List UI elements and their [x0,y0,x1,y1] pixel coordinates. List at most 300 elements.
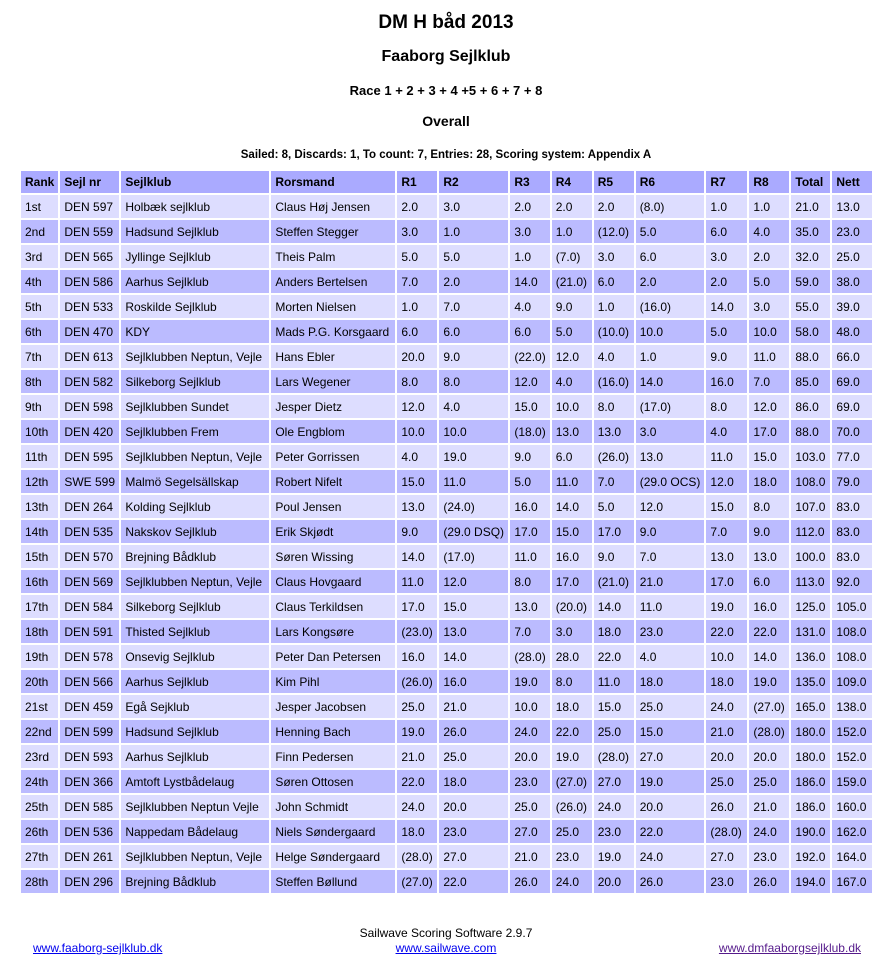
table-header-row [21,171,872,193]
column-header-r2: R2 [439,171,508,193]
cell-r8: (28.0) [749,720,789,743]
cell-total: 192.0 [791,845,830,868]
cell-r8: 3.0 [749,295,789,318]
cell-r3: 21.0 [510,845,549,868]
cell-r4: 9.0 [552,295,592,318]
cell-club: Nappedam Bådelaug [121,820,269,843]
cell-r1: 21.0 [397,745,437,768]
cell-r6: 10.0 [636,320,705,343]
cell-sail-number: DEN 261 [60,845,119,868]
cell-r5: 15.0 [594,695,634,718]
cell-r1: 25.0 [397,695,437,718]
cell-r4: 8.0 [552,670,592,693]
cell-sail-number: DEN 595 [60,445,119,468]
cell-club: Sejlklubben Frem [121,420,269,443]
cell-r8: 5.0 [749,270,789,293]
cell-r1: 12.0 [397,395,437,418]
cell-total: 186.0 [791,795,830,818]
cell-sail-number: SWE 599 [60,470,119,493]
cell-r4: 18.0 [552,695,592,718]
cell-r7: 13.0 [706,545,747,568]
cell-r4: 23.0 [552,845,592,868]
cell-r6: 13.0 [636,445,705,468]
cell-r7: 1.0 [706,195,747,218]
cell-r8: 4.0 [749,220,789,243]
cell-total: 59.0 [791,270,830,293]
cell-r8: 1.0 [749,195,789,218]
cell-r1: 8.0 [397,370,437,393]
cell-r6: 24.0 [636,845,705,868]
cell-sail-number: DEN 420 [60,420,119,443]
cell-nett: 23.0 [832,220,872,243]
cell-r1: 4.0 [397,445,437,468]
cell-nett: 152.0 [832,745,872,768]
cell-r6: 4.0 [636,645,705,668]
cell-r5: 18.0 [594,620,634,643]
sailwave-link[interactable]: www.sailwave.com [395,941,497,955]
cell-r2: 16.0 [439,670,508,693]
cell-r1: 11.0 [397,570,437,593]
cell-r8: 22.0 [749,620,789,643]
cell-club: Kolding Sejlklub [121,495,269,518]
cell-r5: 24.0 [594,795,634,818]
cell-r1: 16.0 [397,645,437,668]
cell-r4: 19.0 [552,745,592,768]
cell-r4: 28.0 [552,645,592,668]
cell-total: 190.0 [791,820,830,843]
cell-helm: Steffen Bøllund [271,870,395,893]
cell-r6: 21.0 [636,570,705,593]
cell-r2: 25.0 [439,745,508,768]
cell-nett: 69.0 [832,370,872,393]
cell-r6: 7.0 [636,545,705,568]
cell-total: 107.0 [791,495,830,518]
cell-total: 35.0 [791,220,830,243]
cell-r3: 16.0 [510,495,549,518]
cell-r8: 18.0 [749,470,789,493]
cell-club: Holbæk sejlklub [121,195,269,218]
cell-r7: 19.0 [706,595,747,618]
cell-rank: 8th [21,370,58,393]
cell-sail-number: DEN 296 [60,870,119,893]
cell-r1: 2.0 [397,195,437,218]
cell-r3: 1.0 [510,245,549,268]
cell-helm: Mads P.G. Korsgaard [271,320,395,343]
cell-r5: 9.0 [594,545,634,568]
cell-r6: 12.0 [636,495,705,518]
cell-r1: 20.0 [397,345,437,368]
cell-rank: 15th [21,545,58,568]
cell-r2: 7.0 [439,295,508,318]
cell-total: 194.0 [791,870,830,893]
table-row [21,470,872,493]
cell-r4: 1.0 [552,220,592,243]
cell-r1: 15.0 [397,470,437,493]
cell-r5: 20.0 [594,870,634,893]
cell-r2: 4.0 [439,395,508,418]
cell-sail-number: DEN 535 [60,520,119,543]
cell-r1: (26.0) [397,670,437,693]
cell-r6: 9.0 [636,520,705,543]
cell-r6: 14.0 [636,370,705,393]
cell-r1: 13.0 [397,495,437,518]
cell-nett: 69.0 [832,395,872,418]
cell-r3: 7.0 [510,620,549,643]
cell-r1: 1.0 [397,295,437,318]
cell-r6: (16.0) [636,295,705,318]
cell-r4: (20.0) [552,595,592,618]
cell-r2: 18.0 [439,770,508,793]
cell-helm: Niels Søndergaard [271,820,395,843]
cell-helm: Morten Nielsen [271,295,395,318]
page-title: DM H båd 2013 [378,12,514,33]
cell-r1: (23.0) [397,620,437,643]
cell-rank: 11th [21,445,58,468]
cell-club: Aarhus Sejlklub [121,670,269,693]
cell-nett: 83.0 [832,495,872,518]
cell-rank: 6th [21,320,58,343]
cell-club: Aarhus Sejlklub [121,745,269,768]
cell-r4: 16.0 [552,545,592,568]
cell-r5: 3.0 [594,245,634,268]
cell-total: 103.0 [791,445,830,468]
table-row [21,570,872,593]
table-row [21,270,872,293]
results-table [19,169,874,895]
cell-helm: Claus Hovgaard [271,570,395,593]
cell-r2: 2.0 [439,270,508,293]
cell-helm: Ole Engblom [271,420,395,443]
cell-r1: 9.0 [397,520,437,543]
cell-r2: 20.0 [439,795,508,818]
cell-r8: 15.0 [749,445,789,468]
cell-r6: 11.0 [636,595,705,618]
software-credit: Sailwave Scoring Software 2.9.7 [359,926,533,940]
cell-r1: 22.0 [397,770,437,793]
group-title: Overall [422,113,470,129]
cell-helm: Jesper Jacobsen [271,695,395,718]
cell-r4: 11.0 [552,470,592,493]
cell-club: Roskilde Sejlklub [121,295,269,318]
cell-club: Brejning Bådklub [121,545,269,568]
cell-helm: Søren Ottosen [271,770,395,793]
cell-r1: (28.0) [397,845,437,868]
cell-rank: 17th [21,595,58,618]
column-header-helm: Rorsmand [271,171,395,193]
cell-rank: 2nd [21,220,58,243]
cell-r8: 9.0 [749,520,789,543]
cell-r8: 6.0 [749,570,789,593]
cell-sail-number: DEN 366 [60,770,119,793]
cell-total: 88.0 [791,345,830,368]
results-body [21,195,872,893]
cell-r7: 7.0 [706,520,747,543]
cell-r3: 26.0 [510,870,549,893]
cell-helm: Peter Dan Petersen [271,645,395,668]
cell-r7: 11.0 [706,445,747,468]
column-header-r7: R7 [706,171,747,193]
cell-r4: 2.0 [552,195,592,218]
cell-r4: 25.0 [552,820,592,843]
cell-r3: 6.0 [510,320,549,343]
cell-total: 32.0 [791,245,830,268]
cell-r8: 25.0 [749,770,789,793]
cell-r3: 2.0 [510,195,549,218]
cell-r6: (17.0) [636,395,705,418]
cell-r1: 24.0 [397,795,437,818]
table-row [21,420,872,443]
cell-r7: 2.0 [706,270,747,293]
cell-r1: (27.0) [397,870,437,893]
cell-r3: 20.0 [510,745,549,768]
cell-r5: (16.0) [594,370,634,393]
cell-r7: 10.0 [706,645,747,668]
cell-sail-number: DEN 613 [60,345,119,368]
cell-r7: 14.0 [706,295,747,318]
cell-r7: 16.0 [706,370,747,393]
cell-r8: 21.0 [749,795,789,818]
cell-sail-number: DEN 584 [60,595,119,618]
cell-total: 180.0 [791,720,830,743]
cell-total: 135.0 [791,670,830,693]
cell-club: KDY [121,320,269,343]
cell-total: 180.0 [791,745,830,768]
cell-r7: 3.0 [706,245,747,268]
cell-rank: 16th [21,570,58,593]
table-row [21,695,872,718]
cell-r1: 14.0 [397,545,437,568]
cell-r2: 13.0 [439,620,508,643]
cell-nett: 39.0 [832,295,872,318]
cell-r2: 22.0 [439,870,508,893]
cell-r3: 17.0 [510,520,549,543]
cell-club: Brejning Bådklub [121,870,269,893]
cell-nett: 138.0 [832,695,872,718]
cell-r6: 6.0 [636,245,705,268]
cell-club: Sejlklubben Neptun, Vejle [121,845,269,868]
cell-r5: 2.0 [594,195,634,218]
cell-club: Silkeborg Sejlklub [121,595,269,618]
cell-club: Sejlklubben Neptun Vejle [121,795,269,818]
cell-r8: (27.0) [749,695,789,718]
table-row [21,770,872,793]
cell-r8: 8.0 [749,495,789,518]
cell-r3: 13.0 [510,595,549,618]
cell-nett: 13.0 [832,195,872,218]
cell-r3: 14.0 [510,270,549,293]
cell-r5: 4.0 [594,345,634,368]
cell-nett: 77.0 [832,445,872,468]
cell-club: Hadsund Sejlklub [121,720,269,743]
cell-sail-number: DEN 536 [60,820,119,843]
cell-club: Silkeborg Sejlklub [121,370,269,393]
cell-nett: 83.0 [832,545,872,568]
cell-helm: Erik Skjødt [271,520,395,543]
cell-helm: Helge Søndergaard [271,845,395,868]
cell-sail-number: DEN 599 [60,720,119,743]
cell-r8: 13.0 [749,545,789,568]
cell-nett: 70.0 [832,420,872,443]
cell-r8: 10.0 [749,320,789,343]
cell-nett: 167.0 [832,870,872,893]
cell-r4: 15.0 [552,520,592,543]
cell-r7: 18.0 [706,670,747,693]
cell-r1: 5.0 [397,245,437,268]
venue-title: Faaborg Sejlklub [381,48,511,65]
cell-rank: 14th [21,520,58,543]
cell-r3: 23.0 [510,770,549,793]
column-header-r3: R3 [510,171,549,193]
cell-nett: 25.0 [832,245,872,268]
cell-sail-number: DEN 566 [60,670,119,693]
cell-r6: (29.0 OCS) [636,470,705,493]
cell-r2: 19.0 [439,445,508,468]
cell-r8: 7.0 [749,370,789,393]
cell-nett: 108.0 [832,645,872,668]
table-row [21,545,872,568]
cell-rank: 9th [21,395,58,418]
cell-r6: 25.0 [636,695,705,718]
cell-r6: 20.0 [636,795,705,818]
cell-r2: 5.0 [439,245,508,268]
cell-r6: 26.0 [636,870,705,893]
cell-r7: 27.0 [706,845,747,868]
cell-r5: (10.0) [594,320,634,343]
cell-r2: 12.0 [439,570,508,593]
cell-r7: 12.0 [706,470,747,493]
cell-r8: 16.0 [749,595,789,618]
cell-helm: Theis Palm [271,245,395,268]
cell-r5: 25.0 [594,720,634,743]
cell-club: Egå Sejklub [121,695,269,718]
cell-r5: 22.0 [594,645,634,668]
cell-r5: 7.0 [594,470,634,493]
cell-r7: 17.0 [706,570,747,593]
cell-total: 88.0 [791,420,830,443]
cell-r3: (22.0) [510,345,549,368]
cell-r3: 25.0 [510,795,549,818]
cell-total: 100.0 [791,545,830,568]
cell-rank: 27th [21,845,58,868]
races-title: Race 1 + 2 + 3 + 4 +5 + 6 + 7 + 8 [349,83,543,98]
cell-rank: 22nd [21,720,58,743]
cell-r3: 10.0 [510,695,549,718]
cell-r1: 10.0 [397,420,437,443]
cell-r6: 23.0 [636,620,705,643]
cell-rank: 3rd [21,245,58,268]
cell-helm: Claus Høj Jensen [271,195,395,218]
table-row [21,445,872,468]
cell-r2: (24.0) [439,495,508,518]
cell-helm: Poul Jensen [271,495,395,518]
cell-r7: 25.0 [706,770,747,793]
cell-r4: 4.0 [552,370,592,393]
table-row [21,795,872,818]
faaborg-sejlklub-link[interactable]: www.faaborg-sejlklub.dk [33,941,163,955]
table-row [21,245,872,268]
dmfaaborgsejlklub-link[interactable]: www.dmfaaborgsejlklub.dk [718,941,861,955]
cell-rank: 25th [21,795,58,818]
cell-helm: Anders Bertelsen [271,270,395,293]
table-row [21,595,872,618]
cell-r2: 9.0 [439,345,508,368]
cell-total: 131.0 [791,620,830,643]
cell-helm: Hans Ebler [271,345,395,368]
column-header-r4: R4 [552,171,592,193]
cell-r8: 23.0 [749,845,789,868]
cell-r3: 11.0 [510,545,549,568]
cell-sail-number: DEN 570 [60,545,119,568]
cell-r4: 5.0 [552,320,592,343]
cell-r8: 12.0 [749,395,789,418]
cell-r2: 11.0 [439,470,508,493]
cell-r7: 26.0 [706,795,747,818]
cell-r5: 11.0 [594,670,634,693]
cell-r6: 22.0 [636,820,705,843]
cell-r5: (26.0) [594,445,634,468]
cell-r6: 3.0 [636,420,705,443]
cell-sail-number: DEN 593 [60,745,119,768]
table-row [21,495,872,518]
cell-helm: Lars Wegener [271,370,395,393]
cell-r3: 12.0 [510,370,549,393]
cell-helm: Robert Nifelt [271,470,395,493]
cell-r7: 23.0 [706,870,747,893]
cell-club: Aarhus Sejlklub [121,270,269,293]
cell-r2: 23.0 [439,820,508,843]
cell-r7: 24.0 [706,695,747,718]
cell-rank: 28th [21,870,58,893]
cell-r8: 2.0 [749,245,789,268]
cell-nett: 159.0 [832,770,872,793]
table-row [21,845,872,868]
cell-r2: (29.0 DSQ) [439,520,508,543]
cell-club: Nakskov Sejlklub [121,520,269,543]
table-row [21,345,872,368]
cell-r2: 27.0 [439,845,508,868]
cell-sail-number: DEN 565 [60,245,119,268]
cell-r7: 6.0 [706,220,747,243]
cell-rank: 21st [21,695,58,718]
cell-r8: 26.0 [749,870,789,893]
table-row [21,870,872,893]
cell-r4: (21.0) [552,270,592,293]
column-header-total: Total [791,171,830,193]
cell-rank: 18th [21,620,58,643]
series-summary: Sailed: 8, Discards: 1, To count: 7, Entries: 28, Scoring system: Appendix A [240,149,652,161]
cell-club: Jyllinge Sejlklub [121,245,269,268]
cell-r3: 24.0 [510,720,549,743]
table-row [21,820,872,843]
cell-r1: 18.0 [397,820,437,843]
cell-sail-number: DEN 559 [60,220,119,243]
cell-r4: 17.0 [552,570,592,593]
cell-r6: 5.0 [636,220,705,243]
cell-r5: (21.0) [594,570,634,593]
cell-nett: 164.0 [832,845,872,868]
cell-r3: 8.0 [510,570,549,593]
cell-r4: (26.0) [552,795,592,818]
cell-r5: 1.0 [594,295,634,318]
cell-r1: 19.0 [397,720,437,743]
cell-r5: 23.0 [594,820,634,843]
cell-club: Sejlklubben Neptun, Vejle [121,570,269,593]
cell-r8: 11.0 [749,345,789,368]
cell-rank: 20th [21,670,58,693]
cell-sail-number: DEN 569 [60,570,119,593]
cell-r3: 4.0 [510,295,549,318]
cell-rank: 5th [21,295,58,318]
